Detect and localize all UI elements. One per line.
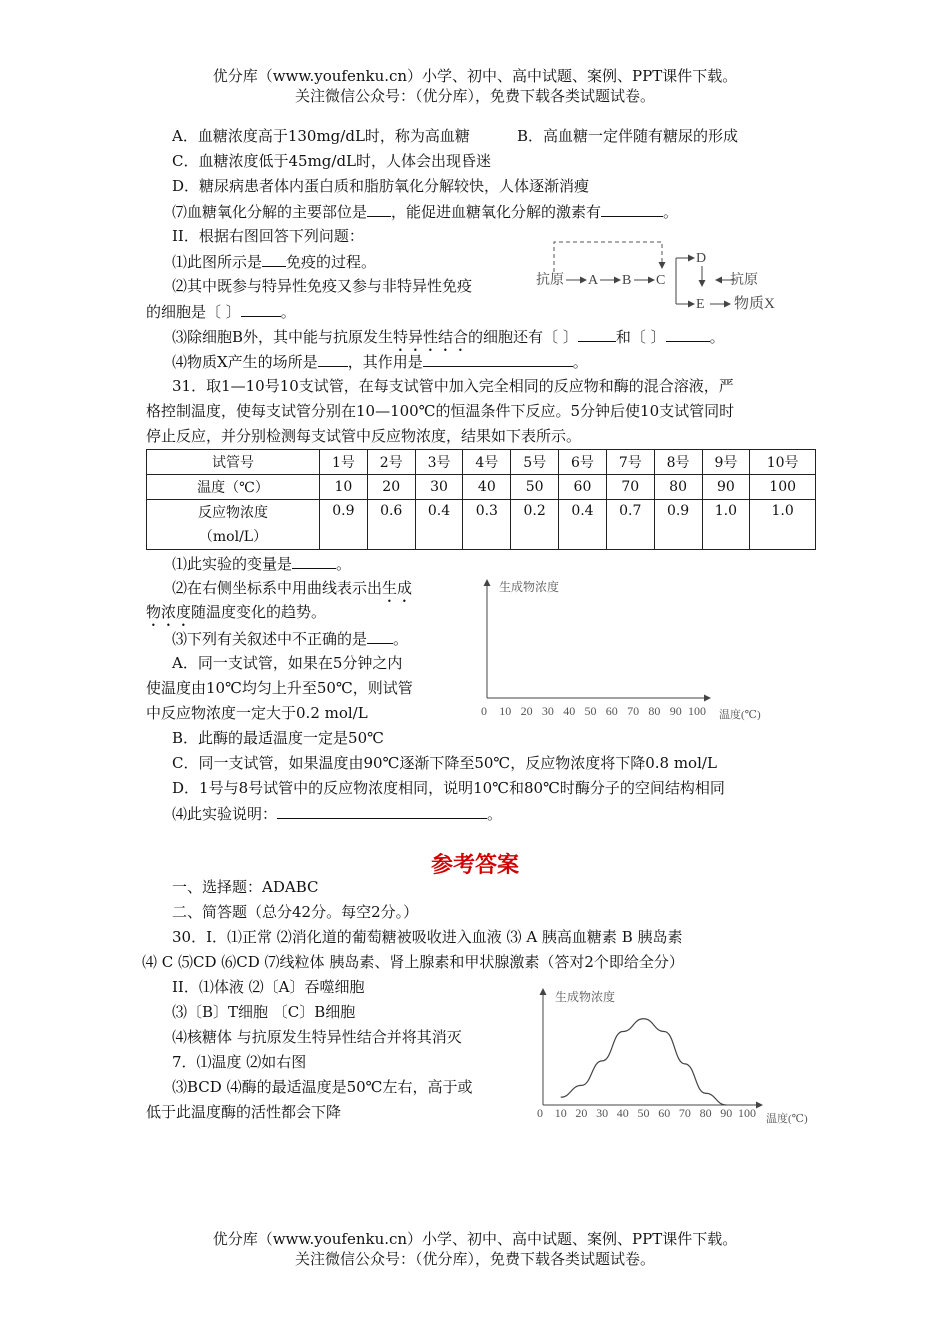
option-31-a-3: 中反应物浓度一定大于0.2 mol/L — [146, 704, 368, 722]
x-tick-label: 70 — [627, 704, 640, 718]
option-d: D．糖尿病患者体内蛋白质和脂肪氧化分解较快，人体逐渐消瘦 — [172, 177, 590, 195]
x-tick-label: 60 — [658, 1106, 671, 1120]
footer-line-2: 关注微信公众号：（优分库），免费下载各类试题试卷。 — [294, 1250, 655, 1268]
table-cell: 0.9 — [320, 500, 368, 550]
answer-blank[interactable] — [318, 351, 348, 367]
x-tick-label: 10 — [554, 1106, 567, 1120]
x-tick-label: 50 — [637, 1106, 650, 1120]
label-antigen: 抗原 — [536, 273, 564, 288]
answer-line-3: 30．I．⑴正常 ⑵消化道的葡萄糖被吸收进入血液 ⑶ A 胰高血糖素 B 胰岛素 — [172, 928, 683, 946]
answer-blank[interactable] — [262, 251, 286, 267]
label-d: D — [696, 251, 707, 266]
x-tick-label: 0 — [481, 704, 487, 718]
x-tick-label: 20 — [575, 1106, 588, 1120]
answer-blank[interactable] — [292, 553, 336, 569]
x-tick-label: 10 — [499, 704, 512, 718]
answer-line-6: ⑶〔B〕T细胞 〔C〕B细胞 — [172, 1003, 356, 1021]
option-31-a-1: A．同一支试管，如果在5分钟之内 — [172, 654, 403, 672]
empty-axes — [470, 574, 790, 724]
answer-line-8: 7．⑴温度 ⑵如右图 — [172, 1053, 307, 1071]
table-cell: 0.3 — [463, 500, 511, 550]
x-tick-label: 40 — [616, 1106, 629, 1120]
answer-blank[interactable] — [367, 628, 393, 644]
table-cell: 30 — [415, 475, 463, 500]
question-30-II-1: ⑴此图所示是 免疫的过程。 — [172, 253, 377, 271]
table-cell: 20 — [367, 475, 415, 500]
answer-line-2: 二、简答题（总分42分。每空2分。） — [172, 903, 419, 921]
question-31-2-cont: 物浓度随温度变化的趋势。 — [146, 603, 327, 621]
answer-line-9: ⑶BCD ⑷酶的最适温度是50℃左右，高于或 — [172, 1078, 473, 1096]
question-31-3: ⑶下列有关叙述中不正确的是 。 — [172, 630, 409, 648]
answer-line-7: ⑷核糖体 与抗原发生特异性结合并将其消灭 — [172, 1028, 462, 1046]
label-substance-x: 物质X — [734, 296, 775, 312]
table-cell: 10 — [320, 475, 368, 500]
dashed-connector — [554, 242, 662, 272]
table-cell: 6号 — [559, 450, 607, 475]
question-31-1: ⑴此实验的变量是 。 — [172, 555, 352, 573]
x-axis-label: 温度(℃) — [719, 709, 761, 721]
row-label-concentration: 反应物浓度 — [198, 504, 268, 521]
table-cell: 70 — [606, 475, 654, 500]
table-cell: 8号 — [654, 450, 702, 475]
answer-blank[interactable] — [277, 803, 487, 819]
answer-line-1: 一、选择题：ADABC — [172, 878, 319, 896]
immune-diagram — [530, 236, 790, 316]
row-label-unit: （mol/L） — [198, 528, 268, 545]
x-tick-label: 0 — [537, 1106, 543, 1120]
question-30-II-intro: II．根据右图回答下列问题： — [172, 227, 364, 245]
x-tick-label: 90 — [720, 1106, 733, 1120]
x-axis-label: 温度(℃) — [766, 1113, 808, 1125]
table-cell: 0.2 — [511, 500, 559, 550]
table-cell: 40 — [463, 475, 511, 500]
footer-line-1: 优分库（www.youfenku.cn）小学、初中、高中试题、案例、PPT课件下载。 — [212, 1230, 738, 1248]
question-30-II-2: ⑵其中既参与特异性免疫又参与非特异性免疫 — [172, 277, 473, 295]
answer-blank[interactable] — [601, 201, 663, 217]
option-31-b: B．此酶的最适温度一定是50℃ — [172, 729, 384, 747]
answer-line-4: ⑷ C ⑸CD ⑹CD ⑺线粒体 胰岛素、肾上腺素和甲状腺激素（答对2个即给全分） — [142, 953, 684, 971]
table-cell: 4号 — [463, 450, 511, 475]
answer-line-10: 低于此温度酶的活性都会下降 — [146, 1103, 342, 1121]
option-a: A．血糖浓度高于130mg/dL时，称为高血糖 — [172, 127, 470, 145]
x-tick-label: 30 — [596, 1106, 609, 1120]
table-cell: 2号 — [367, 450, 415, 475]
x-tick-label: 30 — [541, 704, 554, 718]
question-30-II-3: ⑶除细胞B外，其中能与抗原发生特异性结合的细胞还有〔 〕 和〔 〕 。 — [172, 328, 725, 346]
table-cell: 0.4 — [559, 500, 607, 550]
x-tick-label: 80 — [648, 704, 661, 718]
question-30-II-2-cont: 的细胞是〔 〕 。 — [146, 303, 296, 321]
x-tick-label: 100 — [738, 1106, 756, 1120]
answer-blank[interactable] — [241, 301, 281, 317]
label-e: E — [696, 297, 705, 312]
table-cell: 1.0 — [702, 500, 750, 550]
question-31-line-3: 停止反应，并分别检测每支试管中反应物浓度，结果如下表所示。 — [146, 427, 582, 445]
option-31-d: D．1号与8号试管中的反应物浓度相同，说明10℃和80℃时酶分子的空间结构相同 — [172, 779, 725, 797]
answer-blank[interactable] — [423, 351, 573, 367]
table-cell: 0.6 — [367, 500, 415, 550]
option-c: C．血糖浓度低于45mg/dL时，人体会出现昏迷 — [172, 152, 492, 170]
answer-blank[interactable] — [666, 326, 710, 342]
answer-curve-chart — [526, 985, 826, 1133]
x-tick-label: 50 — [584, 704, 597, 718]
table-cell: 0.7 — [606, 500, 654, 550]
header-line-1: 优分库（www.youfenku.cn）小学、初中、高中试题、案例、PPT课件下载。 — [212, 67, 738, 85]
question-30-7: ⑺血糖氧化分解的主要部位是 ，能促进血糖氧化分解的激素有 。 — [172, 203, 679, 221]
option-31-a-2: 使温度由10℃均匀上升至50℃，则试管 — [146, 679, 413, 697]
table-cell: 3号 — [415, 450, 463, 475]
answer-line-5: II．⑴体液 ⑵〔A〕吞噬细胞 — [172, 978, 365, 996]
question-30-II-4: ⑷物质X产生的场所是 ，其作用是 。 — [172, 353, 588, 371]
x-tick-label: 20 — [520, 704, 533, 718]
x-tick-label: 90 — [669, 704, 682, 718]
answer-blank[interactable] — [367, 201, 391, 217]
table-cell: 10号 — [750, 450, 816, 475]
x-tick-label: 80 — [699, 1106, 712, 1120]
table-header — [147, 500, 320, 550]
y-axis-label: 生成物浓度 — [555, 990, 616, 1004]
table-cell: 90 — [702, 475, 750, 500]
option-b: B．高血糖一定伴随有糖尿的形成 — [517, 127, 739, 145]
y-axis-label: 生成物浓度 — [499, 580, 560, 594]
answer-title: 参考答案 — [430, 852, 519, 878]
question-31-4: ⑷此实验说明： 。 — [172, 805, 503, 823]
x-tick-label: 100 — [688, 704, 706, 718]
table-cell: 50 — [511, 475, 559, 500]
header-line-2: 关注微信公众号：（优分库），免费下载各类试题试卷。 — [294, 87, 655, 105]
table-row — [147, 475, 816, 500]
results-table — [146, 449, 816, 550]
enzyme-activity-curve — [561, 1019, 727, 1105]
x-tick-label: 40 — [563, 704, 576, 718]
table-cell: 80 — [654, 475, 702, 500]
label-c: C — [656, 273, 666, 288]
table-header: 温度（℃） — [147, 475, 320, 500]
table-cell: 1.0 — [750, 500, 816, 550]
table-cell: 5号 — [511, 450, 559, 475]
answer-blank[interactable] — [578, 326, 616, 342]
table-cell: 100 — [750, 475, 816, 500]
label-a: A — [588, 273, 599, 288]
label-b: B — [622, 273, 632, 288]
table-cell: 9号 — [702, 450, 750, 475]
table-row — [147, 450, 816, 475]
x-tick-label: 70 — [678, 1106, 691, 1120]
table-cell: 60 — [559, 475, 607, 500]
table-cell: 1号 — [320, 450, 368, 475]
table-cell: 7号 — [606, 450, 654, 475]
option-31-c: C．同一支试管，如果温度由90℃逐渐下降至50℃，反应物浓度将下降0.8 mol/L — [172, 754, 717, 772]
x-tick-label: 60 — [605, 704, 618, 718]
table-row — [147, 500, 816, 550]
table-cell: 0.4 — [415, 500, 463, 550]
table-cell: 0.9 — [654, 500, 702, 550]
label-antigen-2: 抗原 — [730, 273, 758, 288]
question-31-line-1: 31．取1—10号10支试管，在每支试管中加入完全相同的反应物和酶的混合溶液，严 — [172, 377, 734, 395]
question-31-line-2: 格控制温度，使每支试管分别在10—100℃的恒温条件下反应。5分钟后使10支试管同时 — [146, 402, 735, 420]
table-header: 试管号 — [147, 450, 320, 475]
question-31-2: ⑵在右侧坐标系中用曲线表示出生成 — [172, 579, 413, 597]
